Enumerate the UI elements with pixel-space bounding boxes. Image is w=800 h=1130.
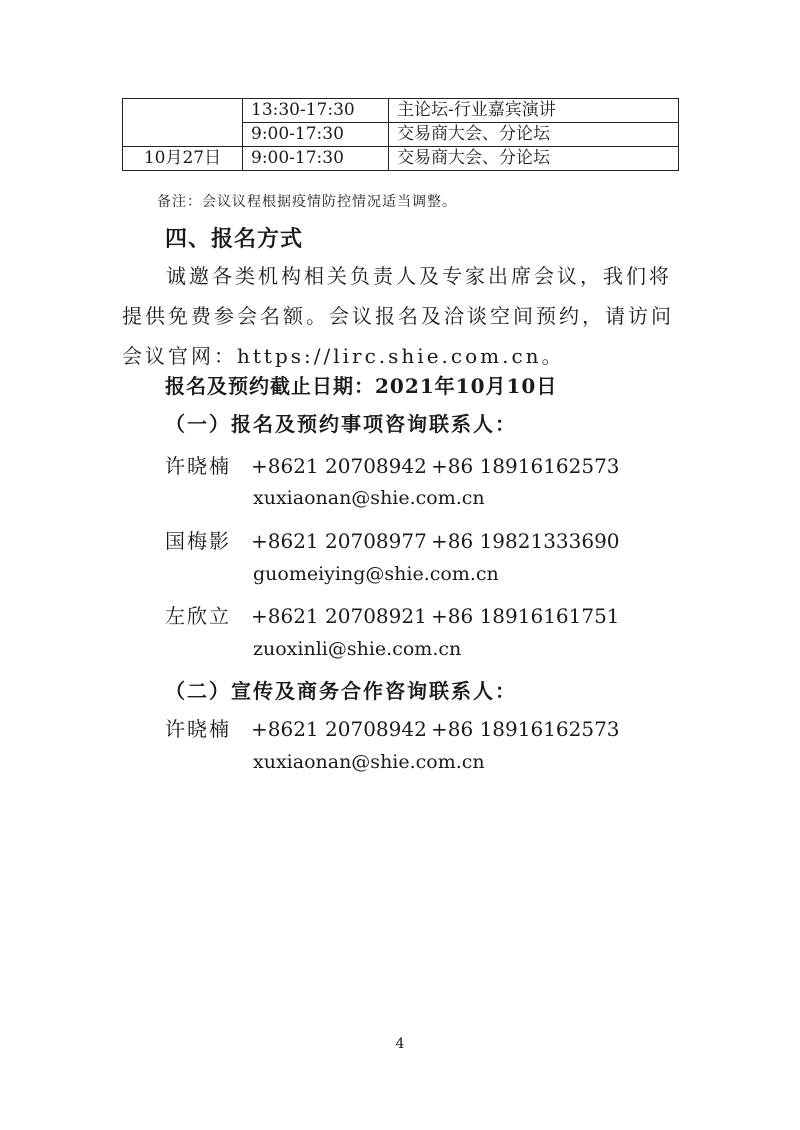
contact-row (165, 525, 620, 554)
schedule-note: 备注：会议议程根据疫情防控情况适当调整。 (157, 194, 457, 210)
date-cell (123, 99, 243, 147)
contact-name: 左欣立 (165, 604, 231, 628)
contact-tel: +8621 20708977 (251, 529, 427, 553)
contact-mobile: +86 19821333690 (431, 529, 620, 553)
contact-name: 许晓楠 (165, 717, 231, 741)
section-title: 四、报名方式 (165, 227, 304, 252)
table-row (123, 99, 679, 123)
contact-row (165, 600, 620, 629)
contact-tel: +8621 20708942 (251, 454, 427, 478)
group-title: （一）报名及预约事项咨询联系人： (165, 412, 517, 436)
time-cell: 9:00-17:30 (243, 123, 389, 147)
table-row (123, 147, 679, 171)
contact-tel: +8621 20708942 (251, 717, 427, 741)
contact-email: zuoxinli@shie.com.cn (253, 638, 462, 660)
page-number: 4 (395, 1036, 405, 1052)
group-title: （二）宣传及商务合作咨询联系人： (165, 679, 517, 703)
contact-name: 国梅影 (165, 529, 231, 553)
contact-name: 许晓楠 (165, 454, 231, 478)
contact-email: xuxiaonan@shie.com.cn (253, 487, 485, 509)
intro-paragraph: 诚邀各类机构相关负责人及专家出席会议，我们将提供免费参会名额。会议报名及洽谈空间预约，请访问会议官网：https://lirc.shie.com.cn。 (122, 264, 674, 368)
time-cell: 9:00-17:30 (243, 147, 389, 171)
contact-mobile: +86 18916162573 (431, 454, 620, 478)
contact-tel: +8621 20708921 (251, 604, 427, 628)
event-cell: 交易商大会、分论坛 (389, 123, 679, 147)
time-cell: 13:30-17:30 (243, 99, 389, 123)
event-cell: 交易商大会、分论坛 (389, 147, 679, 171)
contact-email: guomeiying@shie.com.cn (253, 563, 499, 585)
contact-row (165, 713, 620, 742)
contact-row (165, 450, 620, 479)
schedule-table (122, 98, 679, 171)
deadline-text: 报名及预约截止日期：2021年10月10日 (165, 374, 558, 398)
contact-email: xuxiaonan@shie.com.cn (253, 751, 485, 773)
contact-mobile: +86 18916162573 (431, 717, 620, 741)
event-cell: 主论坛-行业嘉宾演讲 (389, 99, 679, 123)
date-cell: 10月27日 (123, 147, 243, 171)
contact-mobile: +86 18916161751 (431, 604, 620, 628)
